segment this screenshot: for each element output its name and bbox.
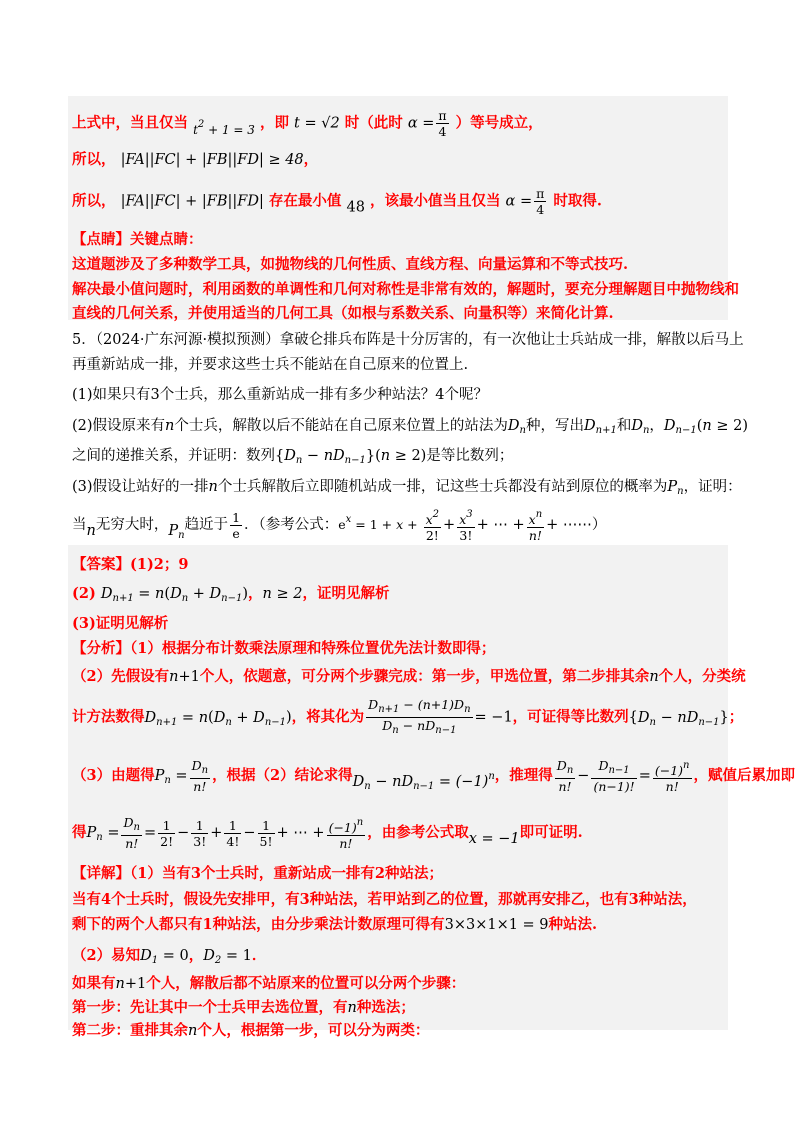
problem-line-4: (2)假设原来有n个士兵，解散以后不能站在自己原来位置上的站法为$D_n$种，写出$D_{n+1}$和$D_n$，$D_{n-1}(n \ge 2)$ (72, 418, 748, 436)
hint-line-3: 直线的几何关系，并使用适当的几何工具（如根与系数关系、向量积等）来简化计算. (72, 305, 614, 322)
answer-line-3: (3)证明见解析 (72, 615, 169, 632)
hint-title: 【点睛】关键点睛： (72, 231, 203, 248)
detail-line-7: 第二步：重排其余n个人，根据第一步，可以分为两类： (72, 1022, 430, 1039)
hint-line-1: 这道题涉及了多种数学工具，如抛物线的几何性质、直线方程、向量运算和不等式技巧. (72, 256, 629, 273)
analysis-line-4: （3）由题得$P_n$ = $\frac{D_n}{n!}$ ，根据（2）结论求得$D_n - nD_{n-1} = (-1)^n$，推理得 $\frac{D_n}{n!}$ − $\frac{D_{n-1}}{(n-1)!}$ = $\frac{(-1)^n}{n!}$ ，赋值后累加即 (72, 758, 795, 794)
problem-line-5: 之间的递推关系，并证明：数列$\{D_n - nD_{n-1}\}(n \ge 2)$是等比数列； (72, 448, 514, 466)
analysis-line-1: 【分析】（1）根据分布计数乘法原理和特殊位置优先法计数即得； (72, 640, 496, 657)
problem-line-3: (1)如果只有3个士兵，那么重新站成一排有多少种站法？4个呢？ (72, 387, 488, 403)
analysis-line-2: （2）先假设有n+1个人，依题意，可分两个步骤完成：第一步，甲选位置，第二步排其余n个人，分类统 (72, 668, 746, 685)
problem-line-7: 当n无穷大时，$P_n$趋近于 $\frac{1}{e}$ ．（参考公式：$e^x = 1 + x$ + $\frac{x^2}{2!}$ + $\frac{x^3}{3!}$ + ⋯ + $\frac{x^n}{n!}$ + ⋯⋯） (72, 509, 607, 543)
solution-line-equality: 上式中，当且仅当 $_{t^2 + 1 = 3}$ ，即 t = √2 时（此时 α = $\frac{\pi}{4}$ ）等号成立， (72, 108, 543, 139)
problem-line-1: 5．（2024·广东河源·模拟预测）拿破仑排兵布阵是十分厉害的，有一次他让士兵站成一排，解散以后马上 (72, 332, 744, 348)
detail-line-2: 当有4个士兵时，假设先安排甲，有3种站法，若甲站到乙的位置，那就再安排乙，也有3种站法， (72, 891, 697, 908)
answer-line-1: 【答案】(1)2；9 (72, 556, 189, 573)
detail-line-3: 剩下的两个人都只有1种站法，由分步乘法计数原理可得有3×3×1×1 = 9种站法. (72, 916, 598, 933)
hint-line-2: 解决最小值问题时，利用函数的单调性和几何对称性是非常有效的，解题时，要充分理解题目中抛物线和 (72, 281, 739, 298)
detail-line-1: 【详解】（1）当有3个士兵时，重新站成一排有2种站法； (72, 865, 444, 882)
detail-line-5: 如果有n+1个人，解散后都不站原来的位置可以分两个步骤： (72, 975, 466, 992)
analysis-line-3: 计方法数得$D_{n+1} = n(D_n + D_{n-1})$，将其化为 $\frac{D_{n+1} - (n+1)D_n}{D_n - nD_{n-1}}$ = −1，可证得等比数列$\{D_n - nD_{n-1}\}$； (72, 697, 744, 736)
problem-line-2: 再重新站成一排，并要求这些士兵不能站在自己原来的位置上. (72, 357, 469, 373)
analysis-line-5: 得$P_n$ = $\frac{D_n}{n!}$ = $\frac{1}{2!}$ − $\frac{1}{3!}$ + $\frac{1}{4!}$ − $\frac{1}{5!}$ + ⋯ + $\frac{(-1)^n}{n!}$ ，由参考公式取x = −1即可证明. (72, 815, 583, 851)
problem-line-6: (3)假设让站好的一排n个士兵解散后立即随机站成一排，记这些士兵都没有站到原位的概率为$P_n$，证明： (72, 479, 742, 497)
detail-line-4: （2）易知$D_1 = 0$，$D_2 = 1$． (72, 947, 267, 966)
answer-line-2: (2) $D_{n+1} = n(D_n + D_{n-1})$，n ≥ 2，证明见解析 (72, 585, 390, 604)
solution-line-inequality: 所以， |FA||FC| + |FB||FD| ≥ 48， (72, 151, 319, 168)
detail-line-6: 第一步：先让其中一个士兵甲去选位置，有n种选法； (72, 999, 415, 1016)
solution-line-minimum: 所以， |FA||FC| + |FB||FD| 存在最小值 48 ，该最小值当且仅当 α = $\frac{\pi}{4}$ 时取得. (72, 186, 602, 217)
